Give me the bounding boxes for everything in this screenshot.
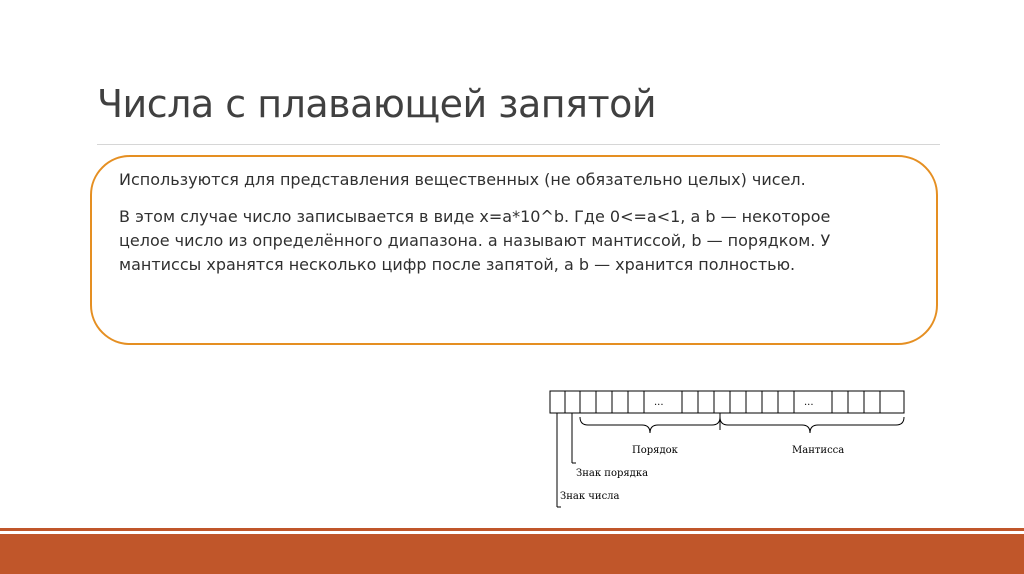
paragraph-definition: В этом случае число записывается в виде x=a*10^b. Где 0<=a<1, а b — некоторое целое число из определённого диапазона. a называют мантиссой, b — порядком. У мантиссы хранятся несколько цифр после запятой, а b — хранится полностью. (119, 207, 831, 274)
order-brace (580, 417, 720, 433)
bit-cells (550, 391, 904, 413)
ellipsis-mantissa: ... (804, 397, 814, 408)
order-label: Порядок (632, 445, 678, 456)
bit-layout-diagram (540, 385, 910, 517)
paragraph-usage: Используются для представления вещественных (не обязательно целых) чисел. (119, 170, 806, 189)
footer-accent-line (0, 528, 1024, 531)
number-sign-label: Знак числа (560, 491, 620, 502)
cell-row-border (550, 391, 904, 413)
mantissa-brace (720, 417, 904, 433)
page-title: Числа с плавающей запятой (97, 82, 657, 126)
title-divider (97, 144, 940, 145)
mantissa-label: Мантисса (792, 445, 845, 456)
order-sign-label: Знак порядка (576, 468, 649, 479)
footer-bar (0, 534, 1024, 574)
ellipsis-order: ... (654, 397, 664, 408)
